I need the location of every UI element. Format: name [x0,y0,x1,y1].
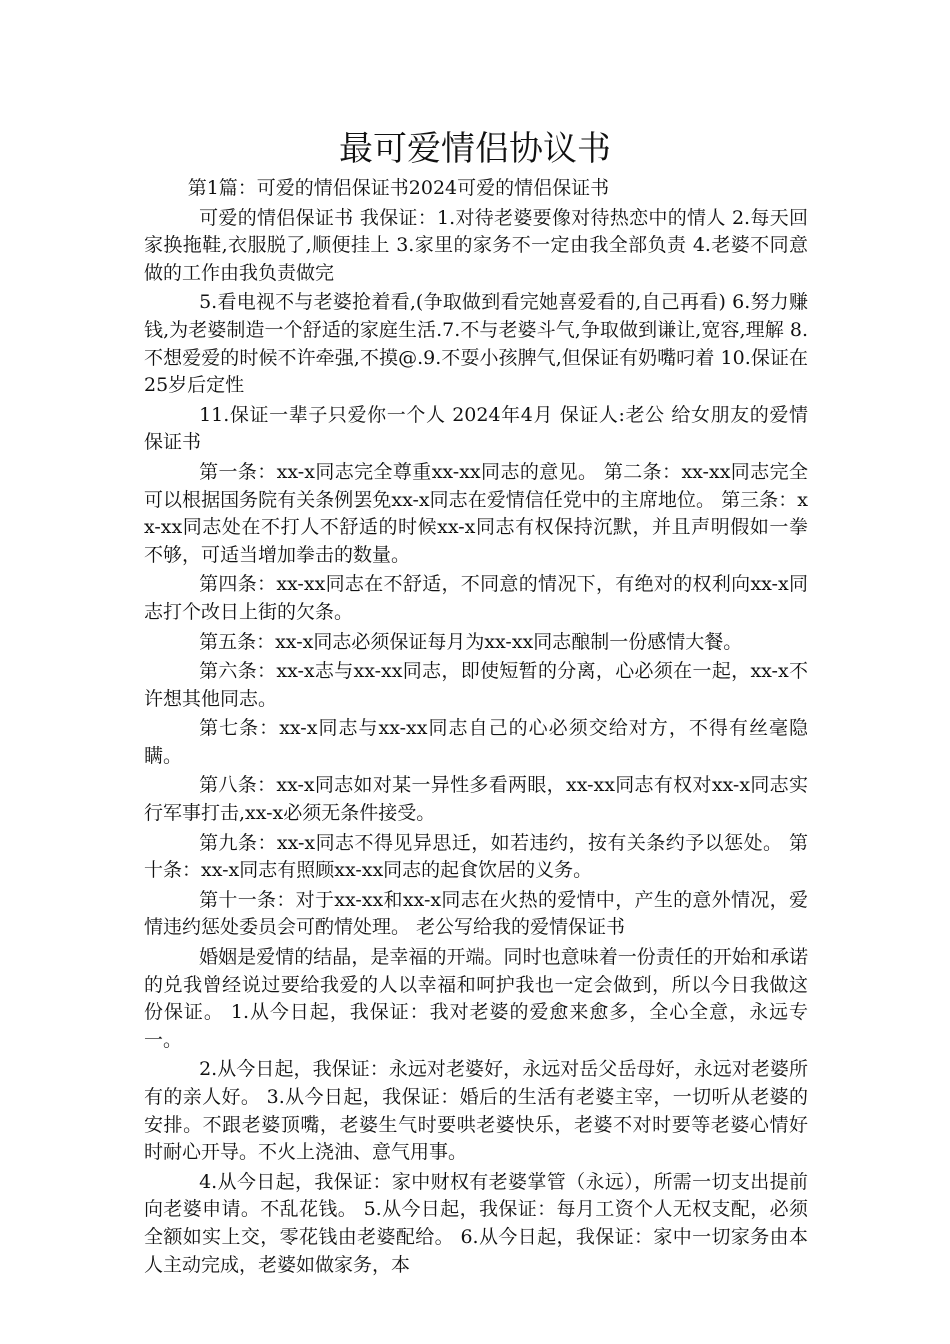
paragraph: 4.从今日起，我保证：家中财权有老婆掌管（永远），所需一切支出提前向老婆申请。不乱花钱。 5.从今日起，我保证：每月工资个人无权支配，必须全额如实上交，零花钱由老婆配给。 6.从今日起，我保证：家中一切家务由本人主动完成，老婆如做家务，本 [144,1170,808,1276]
paragraph: 第五条：xx-x同志必须保证每月为xx-xx同志酿制一份感情大餐。 [199,630,743,653]
paragraph: 婚姻是爱情的结晶，是幸福的开端。同时也意味着一份责任的开始和承诺的兑我曾经说过要给我爱的人以幸福和呵护我也一定会做到，所以今日我做这份保证。 1.从今日起，我保证：我对老婆的爱愈来愈多，全心全意，永远专一。 [144,946,808,1051]
paragraph: 5.看电视不与老婆抢着看,(争取做到看完她喜爱看的,自己再看) 6.努力赚钱,为老婆制造一个舒适的家庭生活.7.不与老婆斗气,争取做到谦让,宽容,理解 8.不想爱爱的时候不许牵强,不摸@.9.不耍小孩脾气,但保证有奶嘴叼着 10.保证在25岁后定性 [144,291,808,397]
paragraph: 可爱的情侣保证书 我保证：1.对待老婆要像对待热恋中的情人 2.每天回家换拖鞋,衣服脱了,顺便挂上 3.家里的家务不一定由我全部负责 4.老婆不同意做的工作由我负责做完 [144,206,808,284]
paragraph: 第九条：xx-x同志不得见异思迁，如若违约，按有关条约予以惩处。 第十条：xx-x同志有照顾xx-xx同志的起食饮居的义务。 [144,831,808,882]
paragraph-heading: 第1篇：可爱的情侣保证书2024可爱的情侣保证书 [187,177,610,199]
paragraph: 第八条：xx-x同志如对某一异性多看两眼，xx-xx同志有权对xx-x同志实行军事打击,xx-x必须无条件接受。 [144,774,808,825]
paragraph: 11.保证一辈子只爱你一个人 2024年4月 保证人:老公 给女朋友的爱情保证书 [144,403,808,454]
paragraph: 2.从今日起，我保证：永远对老婆好，永远对岳父岳母好，永远对老婆所有的亲人好。 3.从今日起，我保证：婚后的生活有老婆主宰，一切听从老婆的安排。不跟老婆顶嘴，老婆生气时要哄老婆快乐，老婆不对时要等老婆心情好时耐心开导。不火上浇油、意气用事。 [144,1058,808,1164]
paragraph: 第四条：xx-xx同志在不舒适，不同意的情况下，有绝对的权利向xx-x同志打个改日上街的欠条。 [144,573,808,623]
paragraph: 第七条：xx-x同志与xx-xx同志自己的心必须交给对方，不得有丝毫隐瞒。 [144,717,808,767]
paragraph: 第六条：xx-x志与xx-xx同志，即使短暂的分离，心必须在一起，xx-x不许想其他同志。 [144,660,808,710]
paragraph: 第一条：xx-x同志完全尊重xx-xx同志的意见。 第二条：xx-xx同志完全可以根据国务院有关条例罢免xx-x同志在爱情信任党中的主席地位。 第三条：xx-xx同志处在不打人不舒适的时候xx-x同志有权保持沉默，并且声明假如一拳不够，可适当增加拳击的数量。 [144,460,808,566]
document-title: 最可爱情侣协议书 [339,129,611,169]
document-body [144,175,808,1281]
paragraph: 第十一条：对于xx-xx和xx-x同志在火热的爱情中，产生的意外情况，爱情违约惩处委员会可酌情处理。 老公写给我的爱情保证书 [144,888,808,939]
